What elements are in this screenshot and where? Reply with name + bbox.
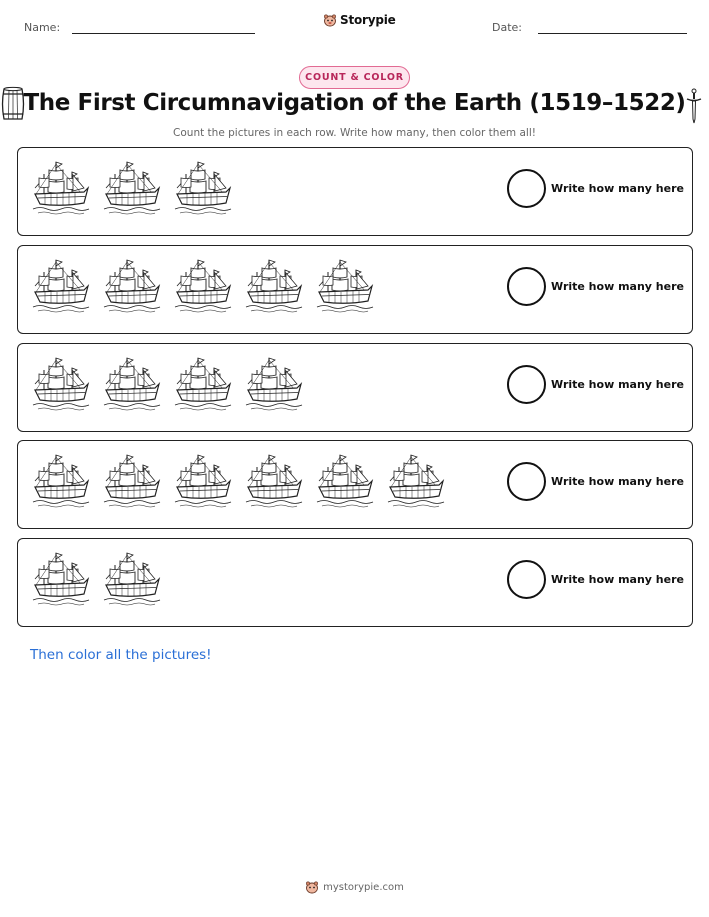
ship-icon	[32, 256, 90, 316]
sword-icon	[685, 88, 703, 124]
instructions: Count the pictures in each row. Write how many, then color them all!	[173, 127, 536, 139]
ship-group	[32, 451, 445, 511]
ship-icon	[174, 354, 232, 414]
ship-icon	[316, 451, 374, 511]
answer-label: Write how many here	[551, 475, 684, 488]
count-color-badge: COUNT & COLOR	[299, 66, 410, 89]
answer-circle[interactable]	[507, 267, 546, 306]
name-line[interactable]	[72, 33, 255, 34]
ship-icon	[32, 158, 90, 218]
ship-icon	[174, 451, 232, 511]
ship-icon	[174, 158, 232, 218]
count-row	[17, 147, 693, 236]
answer-label: Write how many here	[551, 573, 684, 586]
answer-label: Write how many here	[551, 182, 684, 195]
count-row	[17, 343, 693, 432]
answer-circle[interactable]	[507, 462, 546, 501]
count-row	[17, 538, 693, 627]
ship-icon	[245, 451, 303, 511]
date-label: Date:	[492, 21, 522, 34]
ship-icon	[103, 354, 161, 414]
name-label: Name:	[24, 21, 61, 34]
ship-icon	[245, 256, 303, 316]
page-title: The First Circumnavigation of the Earth (1519–1522)	[23, 90, 686, 116]
footer	[0, 880, 709, 894]
ship-group	[32, 549, 161, 609]
ship-icon	[32, 354, 90, 414]
ship-icon	[103, 451, 161, 511]
brand-logo	[323, 13, 396, 27]
answer-label: Write how many here	[551, 378, 684, 391]
ship-icon	[245, 354, 303, 414]
ship-icon	[32, 549, 90, 609]
answer-circle[interactable]	[507, 169, 546, 208]
brand-name: Storypie	[340, 13, 396, 27]
count-row	[17, 440, 693, 529]
ship-group	[32, 158, 232, 218]
count-row	[17, 245, 693, 334]
date-line[interactable]	[538, 33, 687, 34]
answer-circle[interactable]	[507, 560, 546, 599]
ship-icon	[174, 256, 232, 316]
ship-icon	[103, 549, 161, 609]
ship-group	[32, 256, 374, 316]
ship-icon	[387, 451, 445, 511]
answer-circle[interactable]	[507, 365, 546, 404]
ship-icon	[316, 256, 374, 316]
answer-label: Write how many here	[551, 280, 684, 293]
ship-icon	[32, 451, 90, 511]
storypie-mascot-icon	[305, 880, 319, 894]
ship-icon	[103, 256, 161, 316]
ship-group	[32, 354, 303, 414]
color-instruction: Then color all the pictures!	[30, 647, 212, 663]
storypie-mascot-icon	[323, 13, 337, 27]
footer-site: mystorypie.com	[323, 881, 404, 893]
ship-icon	[103, 158, 161, 218]
